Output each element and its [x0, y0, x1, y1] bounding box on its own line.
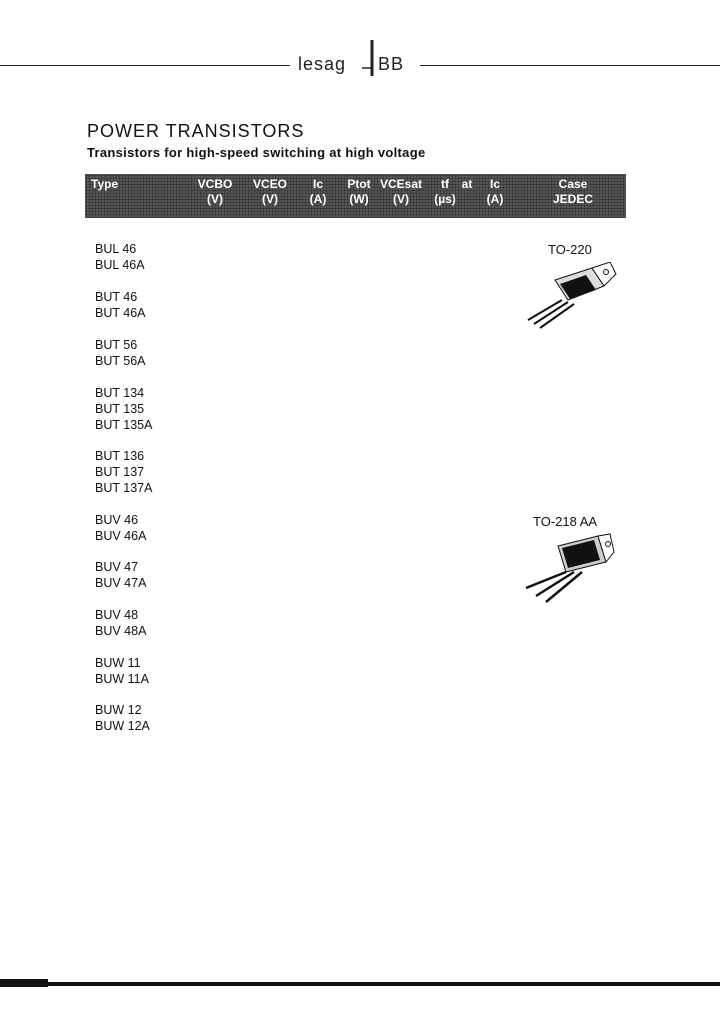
header-vceo: VCEO (V) [252, 177, 287, 206]
logo-text-right: BB [378, 54, 405, 74]
header-ic2: Ic (A) [486, 177, 504, 206]
page-title: POWER TRANSISTORS [87, 121, 305, 141]
page-subtitle: Transistors for high-speed switching at high voltage [87, 145, 426, 160]
header-ic: Ic (A) [309, 177, 327, 206]
cell-type: BUW 11 [95, 656, 141, 670]
cell-type: BUV 47A [95, 576, 147, 590]
cell-type: BUT 135A [95, 418, 153, 432]
header-at: at [461, 177, 473, 191]
top-rule-left [0, 65, 290, 66]
cell-type: BUV 46 [95, 513, 139, 527]
header-tf: tf (µs) [434, 177, 456, 206]
cell-type: BUL 46 [95, 242, 137, 256]
cell-type: BUT 137A [95, 481, 153, 495]
cell-type: BUT 134 [95, 386, 145, 400]
cell-type: BUW 12A [95, 719, 150, 733]
cell-type: BUL 46A [95, 258, 145, 272]
table-header [85, 174, 626, 218]
header-vcbo: VCBO (V) [197, 177, 233, 206]
logo-text-left: lesag [298, 54, 347, 74]
cell-type: BUV 46A [95, 529, 147, 543]
cell-type: BUV 47 [95, 560, 139, 574]
cell-type: BUT 46A [95, 306, 146, 320]
top-rule-right [420, 65, 720, 66]
company-logo [292, 40, 422, 80]
cell-type: BUT 46 [95, 290, 138, 304]
cell-type: BUT 137 [95, 465, 145, 479]
cell-type: BUV 48 [95, 608, 139, 622]
cell-type: BUW 12 [95, 703, 142, 717]
bottom-rule [0, 982, 720, 986]
header-vcesat: VCEsat (V) [379, 177, 423, 206]
header-type: Type [91, 177, 119, 191]
cell-type: BUW 11A [95, 672, 149, 686]
to-218-package-icon [518, 532, 618, 604]
cell-type: BUV 48A [95, 624, 147, 638]
to-220-package-icon [520, 262, 620, 332]
cell-type: BUT 135 [95, 402, 145, 416]
cell-type: BUT 136 [95, 449, 145, 463]
bottom-left-mark [0, 979, 48, 987]
cell-type: BUT 56 [95, 338, 138, 352]
case-label-to220: TO-220 [548, 242, 592, 257]
case-label-to218: TO-218 AA [533, 514, 598, 529]
header-case: Case JEDEC [552, 177, 593, 206]
cell-type: BUT 56A [95, 354, 146, 368]
header-ptot: Ptot (W) [347, 177, 371, 206]
